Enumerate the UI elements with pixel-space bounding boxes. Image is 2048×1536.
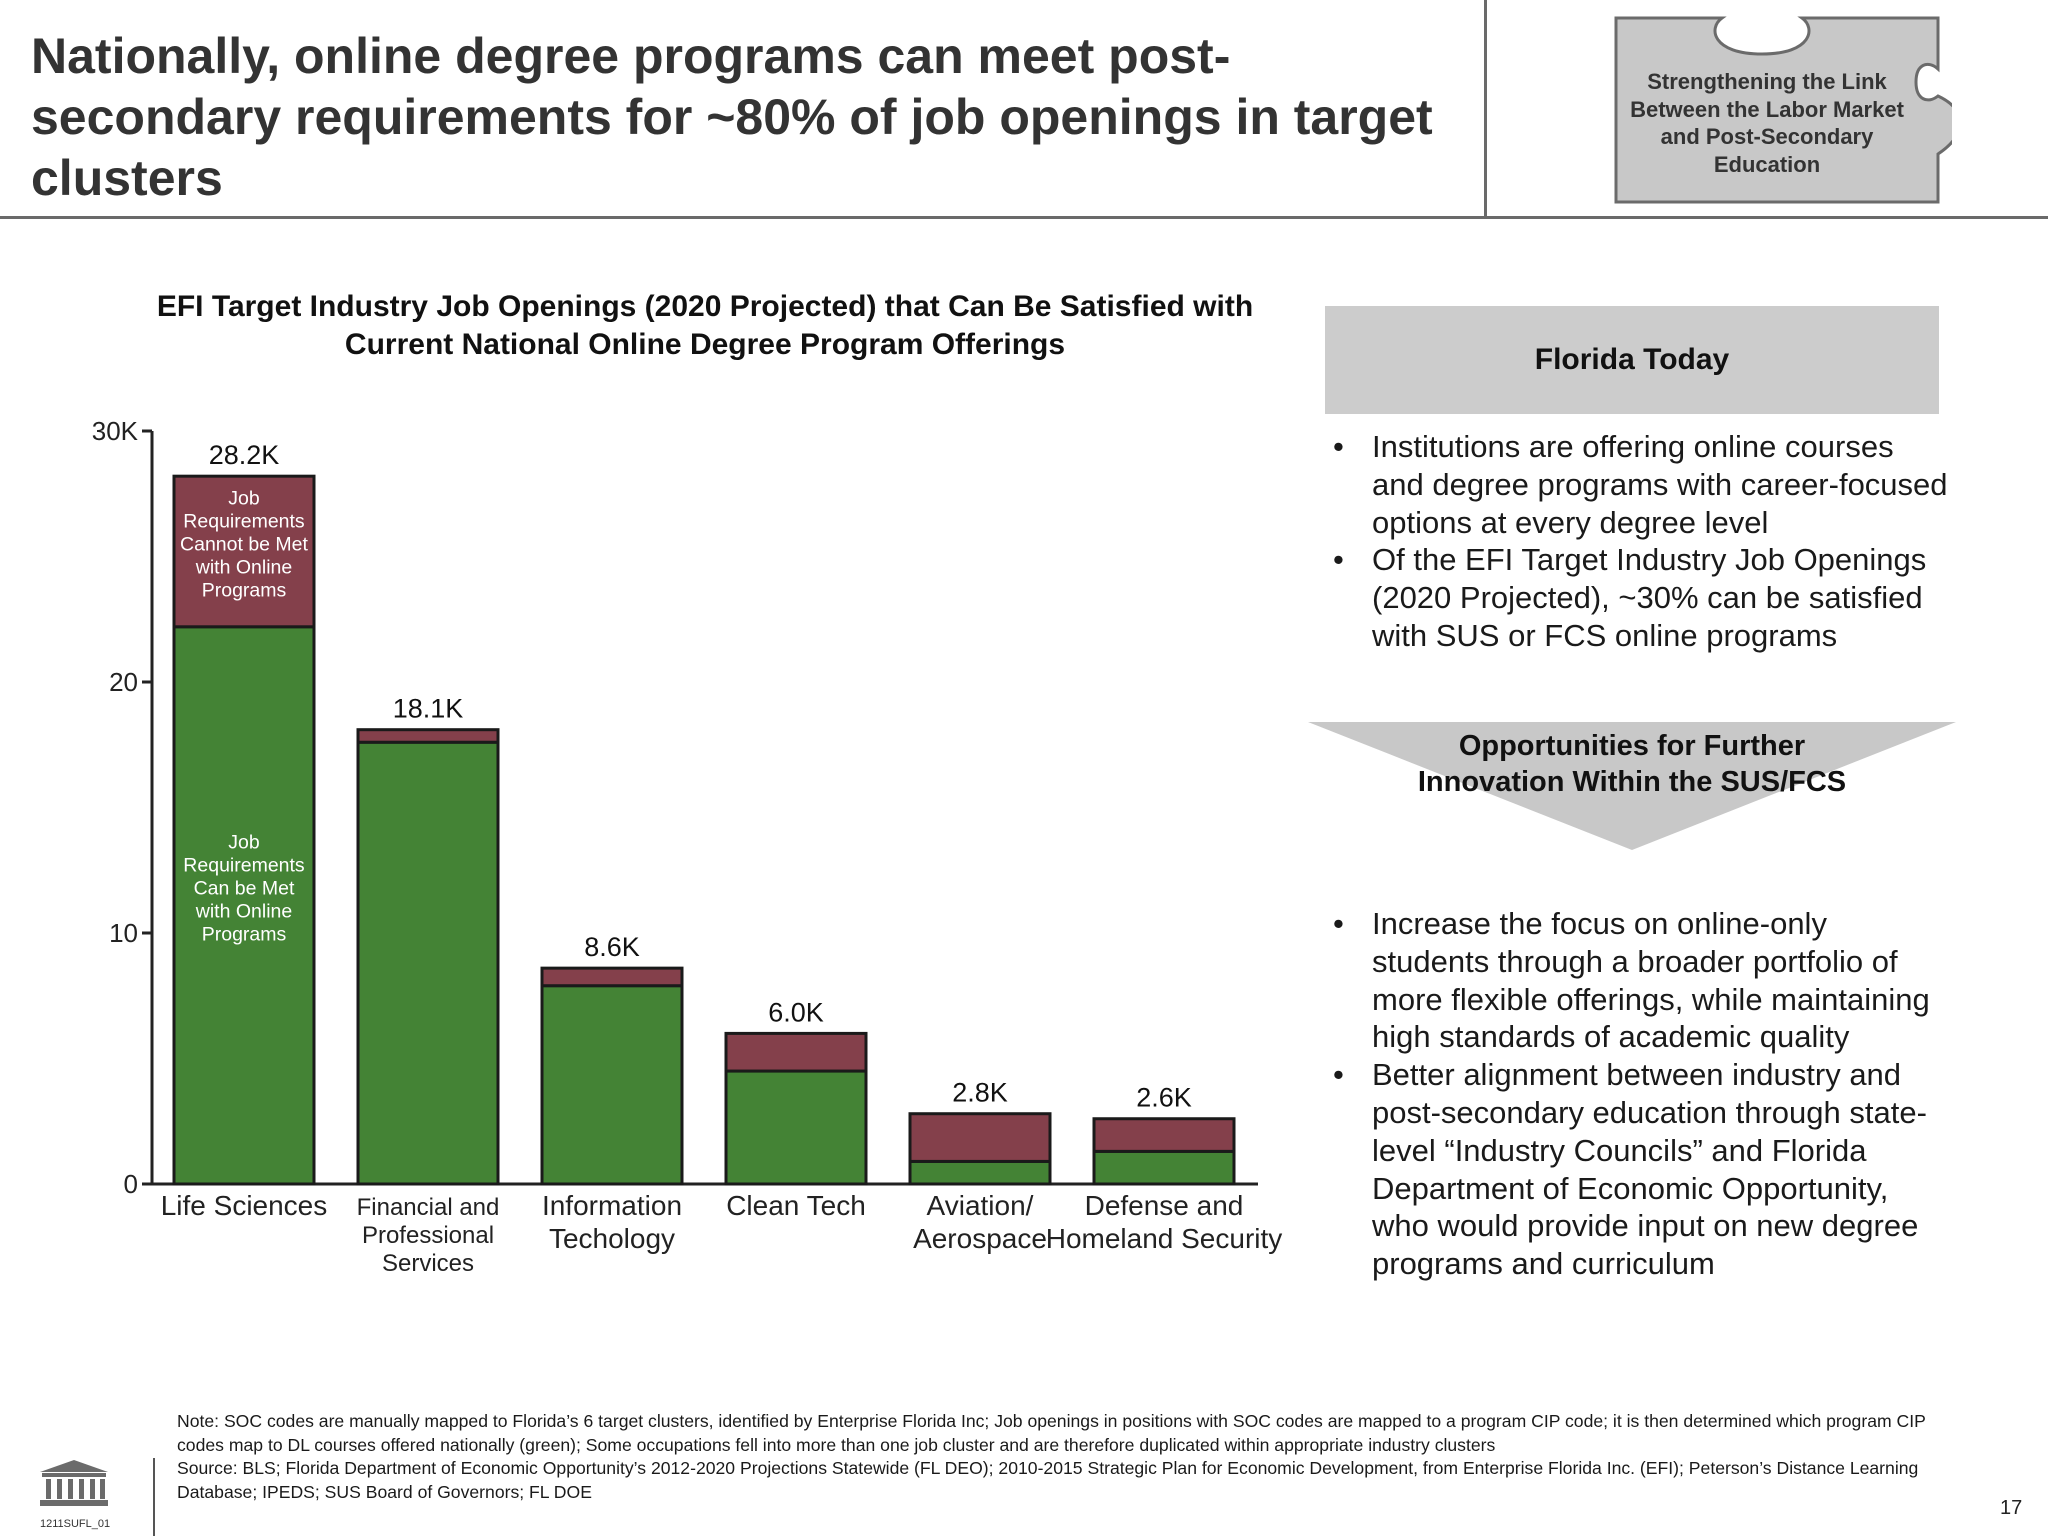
x-category-label: Homeland Security (1045, 1223, 1283, 1254)
x-category-label: Information (541, 1190, 683, 1221)
x-category-label: Life Sciences (160, 1190, 328, 1221)
series-label-not-met: Job (228, 487, 260, 510)
series-label-not-met: Requirements (183, 510, 305, 533)
footnote (177, 1410, 1977, 1504)
x-category-label: Professional (361, 1222, 495, 1249)
x-category-label: Techology (548, 1223, 676, 1254)
logo-code: 1211SUFL_01 (40, 1518, 111, 1530)
footnote-source: Source: BLS; Florida Department of Economic Opportunity’s 2012-2020 Projections Statewide (FL DEO); 2010-2015 Strategic Plan for Economic Development, from Enterprise Florida Inc. (EFI); Peterson’s Distance Learning Database; IPEDS; SUS Board of Governors; FL DOE (177, 1458, 1919, 1502)
bar-segment (358, 742, 498, 1184)
bar-total-label: 2.6K (1136, 1082, 1192, 1113)
series-label-not-met: Cannot be Met (180, 533, 308, 556)
series-label-met: Can be Met (193, 877, 295, 900)
bar-segment (726, 1071, 866, 1184)
header-divider (1484, 0, 1487, 216)
badge-text: Strengthening the Link Between the Labor Market and Post-Secondary Education (1630, 69, 1904, 177)
slide-title: Nationally, online degree programs can meet post-secondary requirements for ~80% of job openings in target clusters (31, 28, 1433, 206)
bullet-item: • Of the EFI Target Industry Job Openings (2020 Projected), ~30% can be satisfied with SUS or FCS online programs (1330, 541, 1950, 654)
bar-segment (910, 1161, 1050, 1184)
y-tick-label: 20 (109, 667, 138, 697)
florida-today-bullets (1330, 428, 1950, 655)
y-tick-label: 30K (91, 416, 138, 446)
footer-divider (153, 1458, 155, 1536)
series-label-met: Programs (201, 923, 287, 946)
bar-segment (1094, 1119, 1234, 1152)
bar-total-label: 8.6K (584, 932, 640, 963)
bar-total-label: 6.0K (768, 997, 824, 1028)
x-category-label: Financial and (356, 1194, 500, 1221)
bar-segment (358, 730, 498, 743)
opportunities-heading: Opportunities for Further Innovation Within the SUS/FCS (1417, 730, 1847, 798)
opportunities-bullets (1330, 905, 1950, 1283)
footnote-note: Note: SOC codes are manually mapped to Florida’s 6 target clusters, identified by Enterprise Florida Inc; Job openings in positions with SOC codes are mapped to a program CIP code; it is then determined which program CIP codes map to DL courses offered nationally (green); Some occupations fell into more than one job cluster and are therefore duplicated within appropriate industry clusters (177, 1411, 1926, 1455)
page-number: 17 (2000, 1497, 2023, 1519)
x-category-label: Defense and (1084, 1190, 1244, 1221)
bar-segment (1094, 1151, 1234, 1184)
series-label-met: Job (228, 831, 260, 854)
series-label-met: Requirements (183, 854, 305, 877)
bar-total-label: 18.1K (392, 693, 464, 724)
bar-segment (726, 1033, 866, 1071)
bullet-item: • Better alignment between industry and post-secondary education through state-level “Industry Councils” and Florida Department of Economic Opportunity, who would provide input on new degree programs and curriculum (1330, 1056, 1950, 1283)
x-category-label: Services (381, 1250, 475, 1277)
y-tick-label: 10 (109, 918, 138, 948)
bar-total-label: 2.8K (952, 1077, 1008, 1108)
y-tick-label: 0 (123, 1169, 138, 1199)
chart-title: EFI Target Industry Job Openings (2020 Projected) that Can Be Satisfied with Current National Online Degree Program Offerings (156, 290, 1254, 361)
x-category-label: Aviation/ (926, 1190, 1034, 1221)
building-logo-icon (38, 1458, 110, 1508)
bullet-item: • Increase the focus on online-only students through a broader portfolio of more flexible offerings, while maintaining high standards of academic quality (1330, 905, 1950, 1056)
series-label-met: with Online (195, 900, 293, 923)
x-category-label: Aerospace (913, 1223, 1047, 1254)
bar-segment (910, 1114, 1050, 1162)
series-label-not-met: with Online (195, 556, 293, 579)
header-rule (0, 216, 2048, 219)
bullet-item: • Institutions are offering online courses and degree programs with career-focused options at every degree level (1330, 428, 1950, 541)
series-label-not-met: Programs (201, 579, 287, 602)
bar-segment (542, 986, 682, 1184)
bar-segment (542, 968, 682, 986)
stacked-bar-chart (0, 400, 1320, 1300)
x-category-label: Clean Tech (726, 1190, 866, 1221)
florida-today-header: Florida Today (1325, 306, 1939, 414)
bar-total-label: 28.2K (208, 440, 280, 471)
